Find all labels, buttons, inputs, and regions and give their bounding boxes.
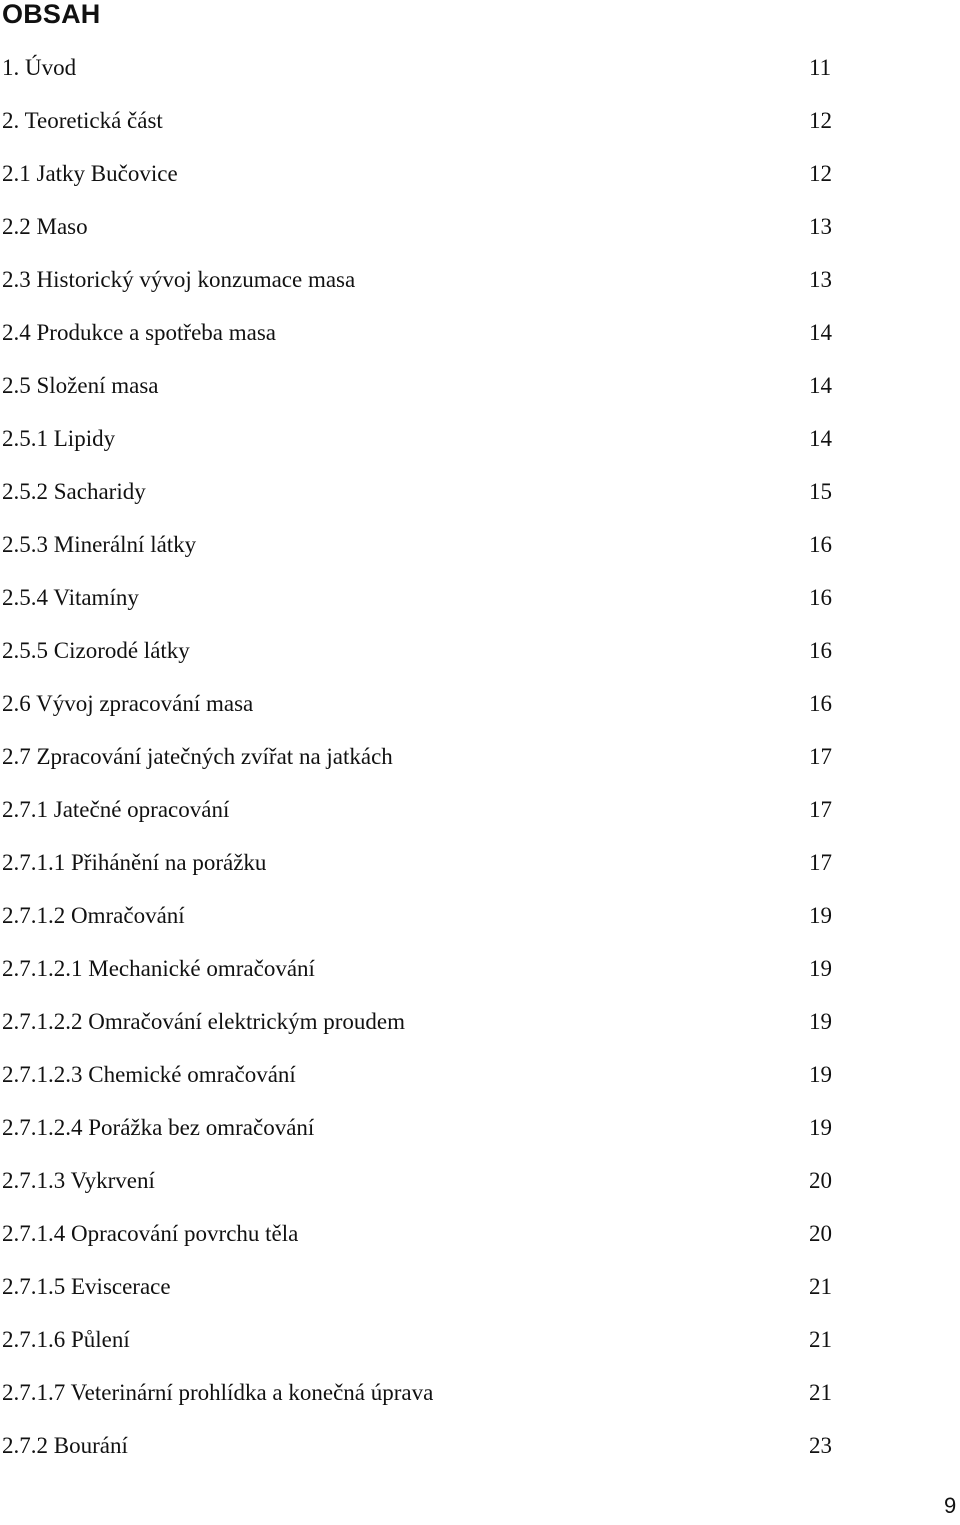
toc-entry-title: 2.4 Produkce a spotřeba masa (2, 320, 277, 345)
toc-entry[interactable] (0, 843, 960, 896)
toc-entry[interactable] (0, 1214, 960, 1267)
toc-entry[interactable] (0, 737, 960, 790)
toc-entry[interactable] (0, 366, 960, 419)
toc-entry-title: 2.7.1.7 Veterinární prohlídka a konečná úprava (2, 1380, 434, 1405)
toc-entry-page: 15 (809, 479, 832, 504)
toc-entry[interactable] (0, 684, 960, 737)
toc-entry-page: 12 (809, 161, 832, 186)
toc-entry[interactable] (0, 101, 960, 154)
toc-entry-title: 2.7.1.4 Opracování povrchu těla (2, 1221, 299, 1246)
toc-entry-title: 2.7.1.1 Přihánění na porážku (2, 850, 267, 875)
toc-entry[interactable] (0, 419, 960, 472)
toc-entry[interactable] (0, 472, 960, 525)
toc-entry-title: 2.7.1.5 Eviscerace (2, 1274, 171, 1299)
toc-entry[interactable] (0, 790, 960, 843)
toc-entry-page: 23 (809, 1433, 832, 1458)
toc-entry-page: 16 (809, 691, 832, 716)
toc-entry-title: 2.7.1.2.2 Omračování elektrickým proudem (2, 1009, 406, 1034)
toc-entry-title: 2.2 Maso (2, 214, 88, 239)
toc-entry-page: 12 (809, 108, 832, 133)
toc-entry[interactable] (0, 260, 960, 313)
toc-entry-title: 2.7.1.2.3 Chemické omračování (2, 1062, 296, 1087)
page-number: 9 (944, 1493, 957, 1518)
toc-entry-page: 16 (809, 638, 832, 663)
toc-entry-page: 13 (809, 267, 832, 292)
toc-entry[interactable] (0, 525, 960, 578)
toc-entry-page: 19 (809, 956, 832, 981)
toc-entry-title: 2.7.1.6 Půlení (2, 1327, 130, 1352)
toc-entry-title: 2.5.1 Lipidy (2, 426, 116, 451)
toc-entry-title: 2.1 Jatky Bučovice (2, 161, 178, 186)
toc-entry-page: 17 (809, 850, 832, 875)
toc-entry-page: 14 (809, 373, 832, 398)
toc-entry-page: 21 (809, 1327, 832, 1352)
toc-entry[interactable] (0, 1320, 960, 1373)
toc-entry-page: 16 (809, 532, 832, 557)
toc-entry-title: 2.3 Historický vývoj konzumace masa (2, 267, 356, 292)
toc-entry-page: 16 (809, 585, 832, 610)
toc-entry-title: 2.7.2 Bourání (2, 1433, 128, 1458)
toc-entry-page: 21 (809, 1380, 832, 1405)
toc-entry-title: 2.7.1 Jatečné opracování (2, 797, 230, 822)
toc-entry-title: 2.5.4 Vitamíny (2, 585, 139, 610)
toc-entry[interactable] (0, 207, 960, 260)
toc-entry[interactable] (0, 48, 960, 101)
toc-entry-title: 2.7.1.2 Omračování (2, 903, 185, 928)
toc-entry-title: 2. Teoretická část (2, 108, 163, 133)
toc-entry-title: 2.5.3 Minerální látky (2, 532, 197, 557)
toc-entry[interactable] (0, 1426, 960, 1479)
toc-entry-title: 2.5.5 Cizorodé látky (2, 638, 190, 663)
toc-heading: OBSAH (2, 0, 101, 29)
toc-entry[interactable] (0, 1108, 960, 1161)
toc-entry-title: 2.7.1.2.4 Porážka bez omračování (2, 1115, 315, 1140)
toc-entry-page: 19 (809, 1009, 832, 1034)
toc-entry-title: 2.5.2 Sacharidy (2, 479, 146, 504)
toc-entry-title: 2.7.1.2.1 Mechanické omračování (2, 956, 315, 981)
toc-entry[interactable] (0, 154, 960, 207)
toc-entry-title: 2.6 Vývoj zpracování masa (2, 691, 254, 716)
toc-entry-page: 19 (809, 1062, 832, 1087)
toc-entry-page: 17 (809, 744, 832, 769)
toc-entry[interactable] (0, 949, 960, 1002)
toc-entry[interactable] (0, 313, 960, 366)
toc-entry-page: 11 (809, 55, 832, 80)
toc-entry-page: 21 (809, 1274, 832, 1299)
toc-list (0, 48, 960, 1479)
toc-entry-title: 2.7 Zpracování jatečných zvířat na jatkách (2, 744, 393, 769)
toc-entry[interactable] (0, 896, 960, 949)
toc-entry-page: 17 (809, 797, 832, 822)
toc-entry[interactable] (0, 578, 960, 631)
toc-entry[interactable] (0, 1055, 960, 1108)
toc-entry[interactable] (0, 1373, 960, 1426)
toc-entry-page: 19 (809, 903, 832, 928)
toc-entry[interactable] (0, 631, 960, 684)
toc-entry-page: 13 (809, 214, 832, 239)
toc-entry[interactable] (0, 1161, 960, 1214)
toc-entry-page: 20 (809, 1221, 832, 1246)
toc-entry-page: 14 (809, 320, 832, 345)
toc-entry-title: 2.5 Složení masa (2, 373, 159, 398)
toc-entry-title: 1. Úvod (2, 55, 77, 80)
toc-entry-title: 2.7.1.3 Vykrvení (2, 1168, 155, 1193)
toc-entry-page: 14 (809, 426, 832, 451)
toc-entry-page: 20 (809, 1168, 832, 1193)
toc-entry[interactable] (0, 1002, 960, 1055)
toc-entry[interactable] (0, 1267, 960, 1320)
toc-entry-page: 19 (809, 1115, 832, 1140)
